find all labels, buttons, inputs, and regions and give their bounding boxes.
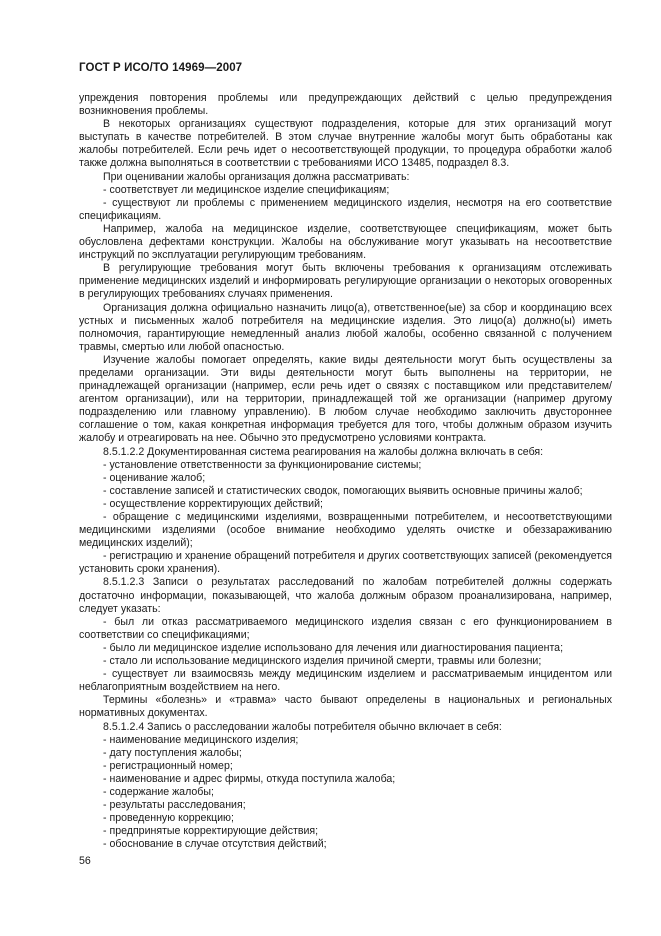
list-item: - осуществление корректирующих действий; [103, 497, 323, 510]
list-item: - составление записей и статистических сводок, помогающих выявить основные причины жалоб; [103, 484, 583, 497]
paragraph: упреждения повторения проблемы или предупреждающих действий с целью предупреждения возникновения проблемы. [79, 92, 612, 118]
list-item: - установление ответственности за функционирование системы; [103, 458, 422, 471]
paragraph: Изучение жалобы помогает определять, какие виды деятельности могут быть осуществлены за пределами организации. Эти виды деятельности могут быть выполнены на территории, не принадлежащей организации (например, если речь идет о связях с поставщиком или представителем/агентом организации), или на территории, принадлежащей той же организации (например другому подразделению или главному управлению). В любом случае необходимо заключить двустороннее соглашение о том, какая конкретная информация требуется для того, чтобы должным образом изучить жалобу и отреагировать на нее. Обычно это предусмотрено условиями контракта. [79, 353, 612, 445]
list-item: - регистрационный номер; [103, 759, 233, 772]
list-item: - дату поступления жалобы; [103, 746, 242, 759]
list-item: - содержание жалобы; [103, 785, 214, 798]
list-item: - был ли отказ рассматриваемого медицинского изделия связан с его функционированием в соответствии со спецификациями; [79, 615, 612, 641]
paragraph: 8.5.1.2.4 Запись о расследовании жалобы потребителя обычно включает в себя: [103, 720, 502, 733]
list-item: - результаты расследования; [103, 799, 246, 812]
page-header: ГОСТ Р ИСО/ТО 14969—2007 [79, 62, 243, 74]
document-body [79, 92, 612, 851]
list-item: - обращение с медицинскими изделиями, возвращенными потребителем, и несоответствующими медицинскими изделиями (особое внимание необходимо уделять очистке и обеззараживанию медицинских изделий); [79, 511, 612, 550]
list-item: - соответствует ли медицинское изделие спецификациям; [103, 183, 390, 196]
paragraph: В регулирующие требования могут быть включены требования к организациям отслеживать применение медицинских изделий и информировать регулирующие организации о некоторых оговоренных в регулирующих требованиях случаях применения. [79, 262, 612, 301]
list-item: - стало ли использование медицинского изделия причиной смерти, травмы или болезни; [103, 655, 542, 668]
list-item: - регистрацию и хранение обращений потребителя и других соответствующих записей (рекомендуется установить сроки хранения). [79, 550, 612, 576]
list-item: - обоснование в случае отсутствия действий; [103, 838, 327, 851]
list-item: - существует ли взаимосвязь между медицинским изделием и рассматриваемым инцидентом или неблагоприятным воздействием на него. [79, 668, 612, 694]
list-item: - оценивание жалоб; [103, 471, 206, 484]
paragraph: 8.5.1.2.3 Записи о результатах расследований по жалобам потребителей должны содержать достаточно информации, показывающей, что жалоба должным образом проанализирована, например, следует указать: [79, 576, 612, 615]
list-item: - проведенную коррекцию; [103, 812, 234, 825]
paragraph: Организация должна официально назначить лицо(а), ответственное(ые) за сбор и координацию всех устных и письменных жалоб потребителя на медицинские изделия. Это лицо(а) должно(ы) иметь полномочия, гарантирующие немедленный анализ любой жалобы, особенно связанной с получением травмы, смертью или любой опасностью. [79, 301, 612, 353]
paragraph: В некоторых организациях существуют подразделения, которые для этих организаций могут выступать в качестве потребителей. В этом случае внутренние жалобы могут быть обработаны как жалобы потребителей. Если речь идет о несоответствующей продукции, то процедура обработки жалоб также должна выполняться в соответствии с требованиями ИСО 13485, подраздел 8.3. [79, 118, 612, 170]
list-item: - наименование медицинского изделия; [103, 733, 299, 746]
page-number: 56 [79, 855, 91, 867]
paragraph: Например, жалоба на медицинское изделие, соответствующее спецификациям, может быть обусловлена дефектами конструкции. Жалобы на обслуживание могут указывать на несоответствие инструкций по эксплуатации регулирующим требованиям. [79, 222, 612, 262]
list-item: - наименование и адрес фирмы, откуда поступила жалоба; [103, 772, 396, 785]
list-item: - предпринятые корректирующие действия; [103, 825, 319, 838]
paragraph: При оценивании жалобы организация должна рассматривать: [103, 170, 410, 183]
paragraph: Термины «болезнь» и «травма» часто бывают определены в национальных и региональных нормативных документах. [79, 694, 612, 720]
list-item: - существуют ли проблемы с применением медицинского изделия, несмотря на его соответствие спецификациям. [79, 196, 612, 222]
list-item: - было ли медицинское изделие использовано для лечения или диагностирования пациента; [103, 641, 564, 654]
paragraph: 8.5.1.2.2 Документированная система реагирования на жалобы должна включать в себя: [103, 445, 544, 458]
